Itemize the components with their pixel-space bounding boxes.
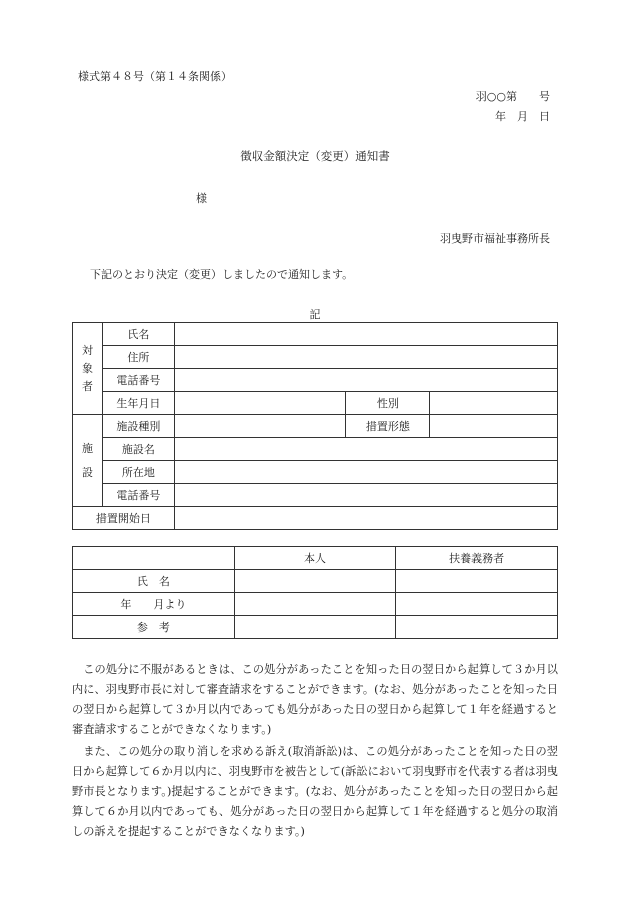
value-name bbox=[174, 323, 557, 346]
document-number: 羽○○第 号 bbox=[475, 90, 550, 103]
row-label-reference: 参 考 bbox=[73, 616, 235, 639]
issuer: 羽曳野市福祉事務所長 bbox=[440, 232, 550, 245]
label-placement-form: 措置形態 bbox=[346, 415, 430, 438]
label-phone: 電話番号 bbox=[102, 369, 174, 392]
label-location: 所在地 bbox=[102, 461, 174, 484]
label-address: 住所 bbox=[102, 346, 174, 369]
intro-text: 下記のとおり決定（変更）しましたので通知します。 bbox=[90, 268, 354, 281]
header-self: 本人 bbox=[234, 547, 396, 570]
group-facility: 施設 bbox=[73, 415, 103, 507]
cell bbox=[396, 616, 558, 639]
value-facility-type bbox=[174, 415, 346, 438]
value-placement-form bbox=[430, 415, 558, 438]
cell bbox=[234, 593, 396, 616]
form-number: 様式第４８号（第１４条関係） bbox=[78, 70, 232, 83]
label-facility-type: 施設種別 bbox=[102, 415, 174, 438]
document-title: 徴収金額決定（変更）通知書 bbox=[240, 149, 390, 163]
value-address bbox=[174, 346, 557, 369]
ki-heading: 記 bbox=[309, 308, 321, 321]
value-placement-start bbox=[174, 507, 557, 530]
label-name: 氏名 bbox=[102, 323, 174, 346]
label-facility-name: 施設名 bbox=[102, 438, 174, 461]
cell bbox=[396, 593, 558, 616]
label-facility-phone: 電話番号 bbox=[102, 484, 174, 507]
cell bbox=[234, 616, 396, 639]
lawsuit-notice: また、この処分の取り消しを求める訴え(取消訴訟)は、この処分があったことを知った日の翌日から起算して６か月以内に、羽曳野市を被告として(訴訟において羽曳野市を代表する者は羽曳野市長となります。)提起することができます。(なお、処分があったことを知った日の翌日から起算して６か月以内であっても、処分があった日の翌日から起算して１年を経過すると処分の取消しの訴えを提起することができなくなります。) bbox=[72, 745, 558, 838]
addressee-suffix: 様 bbox=[196, 192, 207, 205]
row-label-name: 氏 名 bbox=[73, 570, 235, 593]
value-facility-phone bbox=[174, 484, 557, 507]
value-birthdate bbox=[174, 392, 346, 415]
label-placement-start: 措置開始日 bbox=[73, 507, 175, 530]
group-target-person: 対象者 bbox=[73, 323, 103, 415]
value-facility-name bbox=[174, 438, 557, 461]
value-sex bbox=[430, 392, 558, 415]
value-location bbox=[174, 461, 557, 484]
cell bbox=[396, 570, 558, 593]
label-sex: 性別 bbox=[346, 392, 430, 415]
header-blank bbox=[73, 547, 235, 570]
value-phone bbox=[174, 369, 557, 392]
collection-table bbox=[72, 546, 558, 639]
label-birthdate: 生年月日 bbox=[102, 392, 174, 415]
header-supporter: 扶養義務者 bbox=[396, 547, 558, 570]
appeal-notice: この処分に不服があるときは、この処分があったことを知った日の翌日から起算して３か月以内に、羽曳野市長に対して審査請求をすることができます。(なお、処分があったことを知った日の翌日から起算して３か月以内であっても処分があった日の翌日から起算して１年を経過すると審査請求することができなくなります。) bbox=[72, 663, 558, 736]
issue-date: 年 月 日 bbox=[495, 110, 550, 123]
cell bbox=[234, 570, 396, 593]
row-label-from-month: 年 月より bbox=[73, 593, 235, 616]
details-table bbox=[72, 322, 558, 530]
